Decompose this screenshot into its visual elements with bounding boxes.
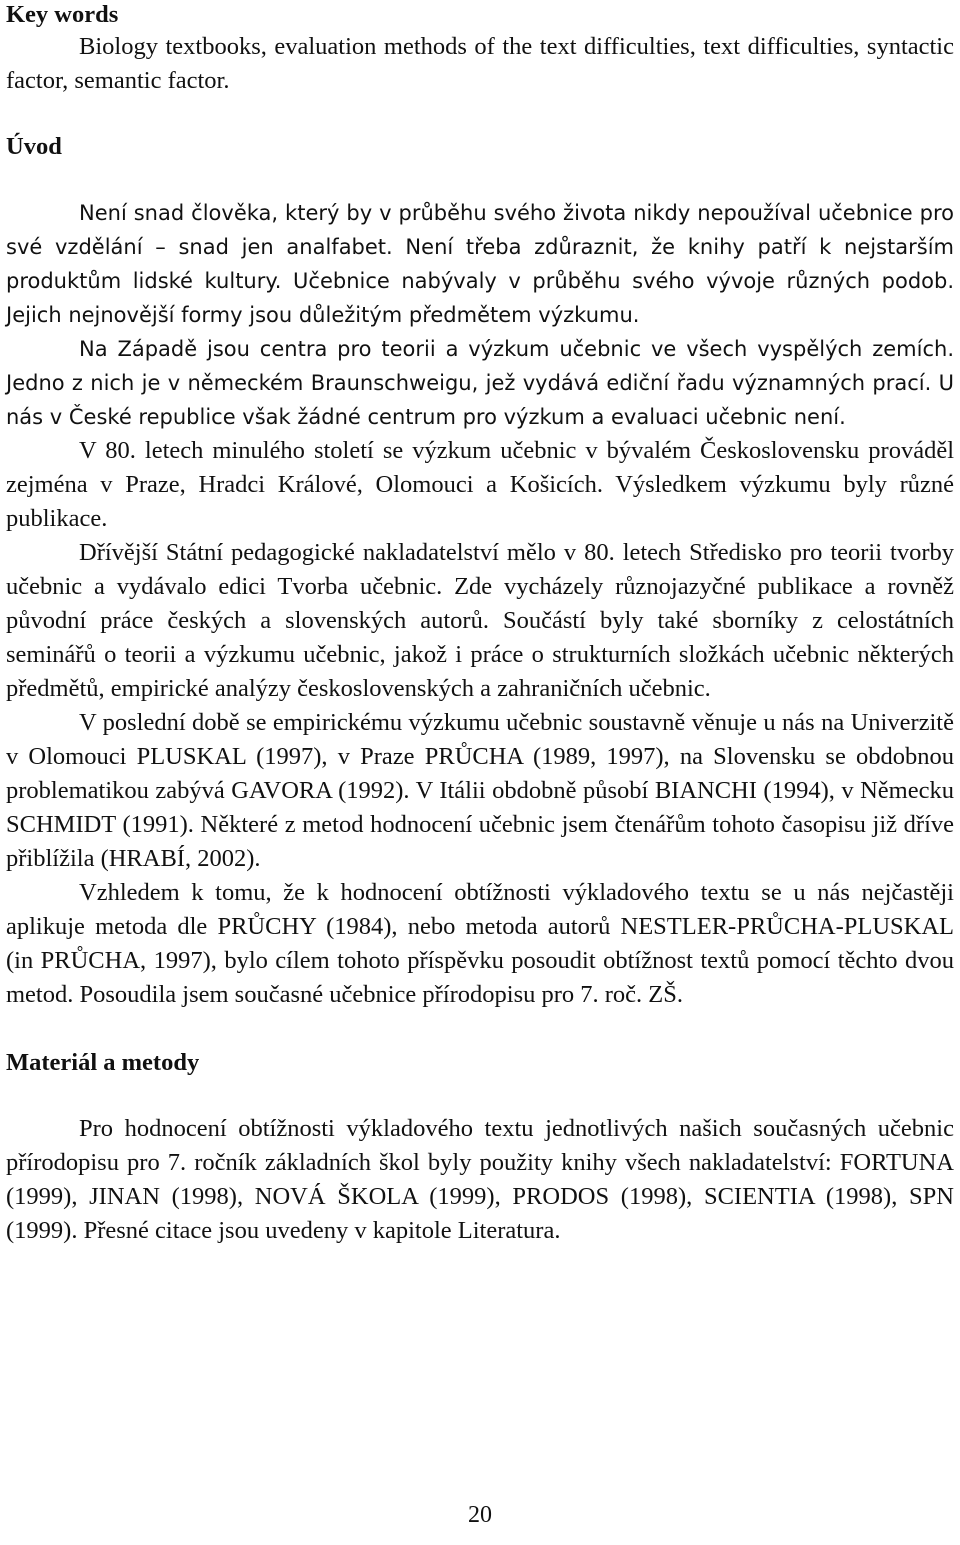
intro-paragraph-2: Na Západě jsou centra pro teorii a výzkum učebnic ve všech vyspělých zemích. Jedno z nich je v německém Braunschweigu, jež vydává ediční řadu významných prací. U nás v České republice však žádné centrum pro výzkum a evaluaci učebnic není. (6, 337, 954, 429)
spacer (6, 1080, 954, 1112)
spacer (6, 164, 954, 196)
section-heading-uvod: Úvod (6, 133, 62, 160)
page-number: 20 (468, 1502, 492, 1528)
intro-paragraph-4: Dřívější Státní pedagogické nakladatelství mělo v 80. letech Středisko pro teorii tvorby učebnic a vydávalo edici Tvorba učebnic. Zde vycházely různojazyčné publikace a rovněž původní práce českých a slovenských autorů. Součástí byly také sborníky z celostátních seminářů o teorii a výzkumu učebnic, jakož i práce o strukturních složkách učebnic některých předmětů, empirické analýzy československých a zahraničních učebnic. (6, 539, 954, 702)
section-heading-material: Materiál a metody (6, 1049, 200, 1076)
document-page (6, 0, 954, 1248)
intro-paragraph-5: V poslední době se empirickému výzkumu učebnic soustavně věnuje u nás na Univerzitě v Olomouci PLUSKAL (1997), v Praze PRŮCHA (1989, 1997), na Slovensku se obdobnou problematikou zabývá GAVORA (1992). V Itálii obdobně působí BIANCHI (1994), v Německu SCHMIDT (1991). Některé z metod hodnocení učebnic jsem čtenářům tohoto časopisu již dříve přiblížila (HRABÍ, 2002). (6, 709, 954, 872)
keywords-heading: Key words (6, 1, 119, 28)
methods-paragraph-1: Pro hodnocení obtížnosti výkladového textu jednotlivých našich současných učebnic přírodopisu pro 7. ročník základních škol byly použity knihy všech nakladatelství: FORTUNA (1999), JINAN (1998), NOVÁ ŠKOLA (1999), PRODOS (1998), SCIENTIA (1998), SPN (1999). Přesné citace jsou uvedeny v kapitole Literatura. (6, 1115, 954, 1244)
intro-paragraph-1: Není snad člověka, který by v průběhu svého života nikdy nepoužíval učebnice pro své vzdělání – snad jen analfabet. Není třeba zdůraznit, že knihy patří k nejstarším produktům lidské kultury. Učebnice nabývaly v průběhu svého vývoje různých podob. Jejich nejnovější formy jsou důležitým předmětem výzkumu. (6, 201, 954, 327)
intro-paragraph-3: V 80. letech minulého století se výzkum učebnic v bývalém Československu prováděl zejména v Praze, Hradci Králové, Olomouci a Košicích. Výsledkem výzkumu byly různé publikace. (6, 437, 954, 532)
keywords-text: Biology textbooks, evaluation methods of the text difficulties, text difficulties, syntactic factor, semantic factor. (6, 33, 954, 94)
intro-paragraph-6: Vzhledem k tomu, že k hodnocení obtížnosti výkladového textu se u nás nejčastěji aplikuje metoda dle PRŮCHY (1984), nebo metoda autorů NESTLER-PRŮCHA-PLUSKAL (in PRŮCHA, 1997), bylo cílem tohoto příspěvku posoudit obtížnost textů pomocí těchto dvou metod. Posoudila jsem současné učebnice přírodopisu pro 7. roč. ZŠ. (6, 879, 954, 1008)
